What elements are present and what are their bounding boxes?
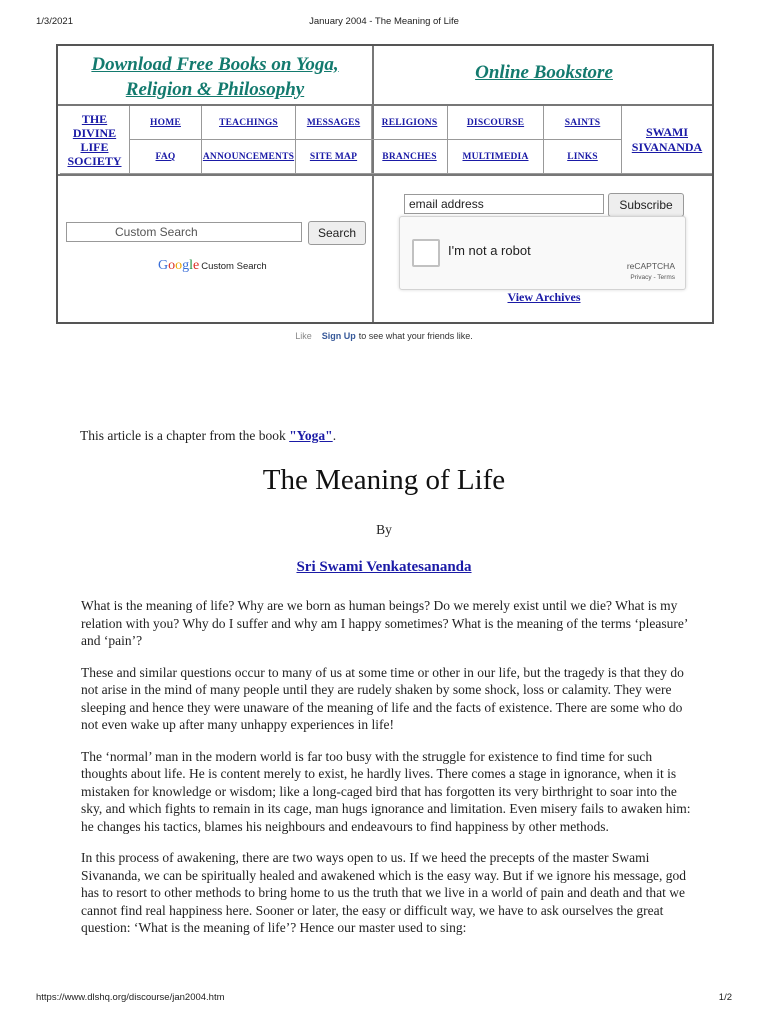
recaptcha-terms-link[interactable]: Privacy - Terms	[630, 274, 675, 281]
article-body	[81, 597, 701, 951]
nav-home[interactable]: HOME	[150, 117, 181, 128]
nav-site-map[interactable]: SITE MAP	[309, 151, 358, 162]
recaptcha-checkbox[interactable]	[412, 239, 440, 267]
online-bookstore-link[interactable]: Online Bookstore	[475, 62, 613, 83]
article-title: The Meaning of Life	[262, 464, 506, 496]
email-address-input[interactable]: email address	[404, 194, 604, 214]
search-button[interactable]: Search	[308, 221, 366, 245]
download-books-link[interactable]: Download Free Books on Yoga, Religion & Philosophy	[91, 54, 339, 100]
article-paragraph: What is the meaning of life? Why are we born as human beings? Do we merely exist until we die? What is my relation with you? Why do I suffer and why am I happy sometimes? What is the meaning of the terms ‘pleasure’ and ‘pain’?	[81, 598, 688, 648]
nav-discourse[interactable]: DISCOURSE	[466, 117, 525, 128]
site-banner	[56, 44, 714, 324]
view-archives-link[interactable]: View Archives	[507, 290, 581, 304]
subscribe-button[interactable]: Subscribe	[608, 193, 684, 217]
nav-multimedia[interactable]: MULTIMEDIA	[462, 151, 529, 162]
view-archives-container	[376, 290, 712, 305]
nav-swami-sivananda[interactable]: SWAMI SIVANANDA	[631, 124, 703, 154]
author-container	[0, 559, 768, 576]
print-title: January 2004 - The Meaning of Life	[309, 16, 459, 27]
nav-religions[interactable]: RELIGIONS	[381, 117, 438, 128]
article-paragraph: The ‘normal’ man in the modern world is far too busy with the struggle for existence to find time for such thoughts about life. He is content merely to exist, he hardly lives. There comes a stage in ignorance, when it is mistaken for knowledge or wisdom; like a long-caged bird that has forgotten its very birthright to soar into the sky, and which fights to remain in its cage, man hugs ignorance and limitation. Even misery fails to awaken him: he changes his tactics, blames his neighbours and endeavours to find happiness by other methods.	[81, 748, 691, 834]
yoga-book-link[interactable]: "Yoga"	[289, 428, 333, 443]
print-page-number: 1/2	[718, 992, 732, 1003]
print-url: https://www.dlshq.org/discourse/jan2004.htm	[36, 992, 225, 1003]
recaptcha-label: I'm not a robot	[448, 243, 531, 258]
custom-search-input[interactable]: Custom Search	[66, 222, 302, 242]
nav-branches[interactable]: BRANCHES	[382, 151, 437, 162]
nav-teachings[interactable]: TEACHINGS	[219, 117, 278, 128]
divider	[372, 46, 374, 322]
article-paragraph: These and similar questions occur to many of us at some time or other in our life, but the tragedy is that they do not arise in the mind of many people until they are rudely shaken by some shock, loss or calamity. They were sleeping and hence they were unaware of the meaning of life and the facts of existence. There are some who do not even wake up after many unhappy experiences in life!	[81, 664, 684, 732]
nav-saints[interactable]: SAINTS	[564, 117, 601, 128]
nav-faq[interactable]: FAQ	[155, 151, 176, 162]
nav-swami-cell	[622, 106, 712, 174]
recaptcha-widget	[399, 216, 686, 290]
nav-grid	[60, 106, 712, 174]
article-paragraph: In this process of awakening, there are two ways open to us. If we heed the precepts of the master Swami Sivananda, we can be spiritually healed and awakened which is the easy way. But if we ignore his message, god has to resort to other methods to bring home to us the truth that we live in a world of pain and death and that we cannot find real happiness here. Sooner or later, the easy or difficult way, we have to ask ourselves the great question: ‘What is the meaning of life’? Hence our master used to sing:	[81, 850, 686, 935]
divider	[58, 174, 712, 176]
print-header	[36, 16, 732, 30]
nav-divine-life-society[interactable]: THE DIVINE LIFE SOCIETY	[67, 111, 122, 168]
author-link[interactable]: Sri Swami Venkatesananda	[296, 559, 472, 575]
recaptcha-brand: reCAPTCHA	[626, 261, 675, 271]
sign-up-link[interactable]: Sign Up	[321, 331, 356, 341]
google-custom-search-logo: Google Custom Search	[158, 258, 267, 273]
like-button[interactable]: Like	[295, 331, 312, 341]
byline-label: By	[376, 522, 392, 537]
facebook-like-bar	[0, 331, 768, 341]
nav-announcements[interactable]: ANNOUNCEMENTS	[202, 151, 295, 162]
print-date: 1/3/2021	[36, 16, 73, 27]
nav-messages[interactable]: MESSAGES	[306, 117, 361, 128]
like-bar-text: to see what your friends like.	[358, 331, 473, 341]
article-intro: This article is a chapter from the book "Yoga".	[80, 428, 337, 443]
nav-links[interactable]: LINKS	[567, 151, 598, 162]
nav-dls-cell	[60, 106, 130, 174]
print-footer	[36, 992, 732, 1006]
